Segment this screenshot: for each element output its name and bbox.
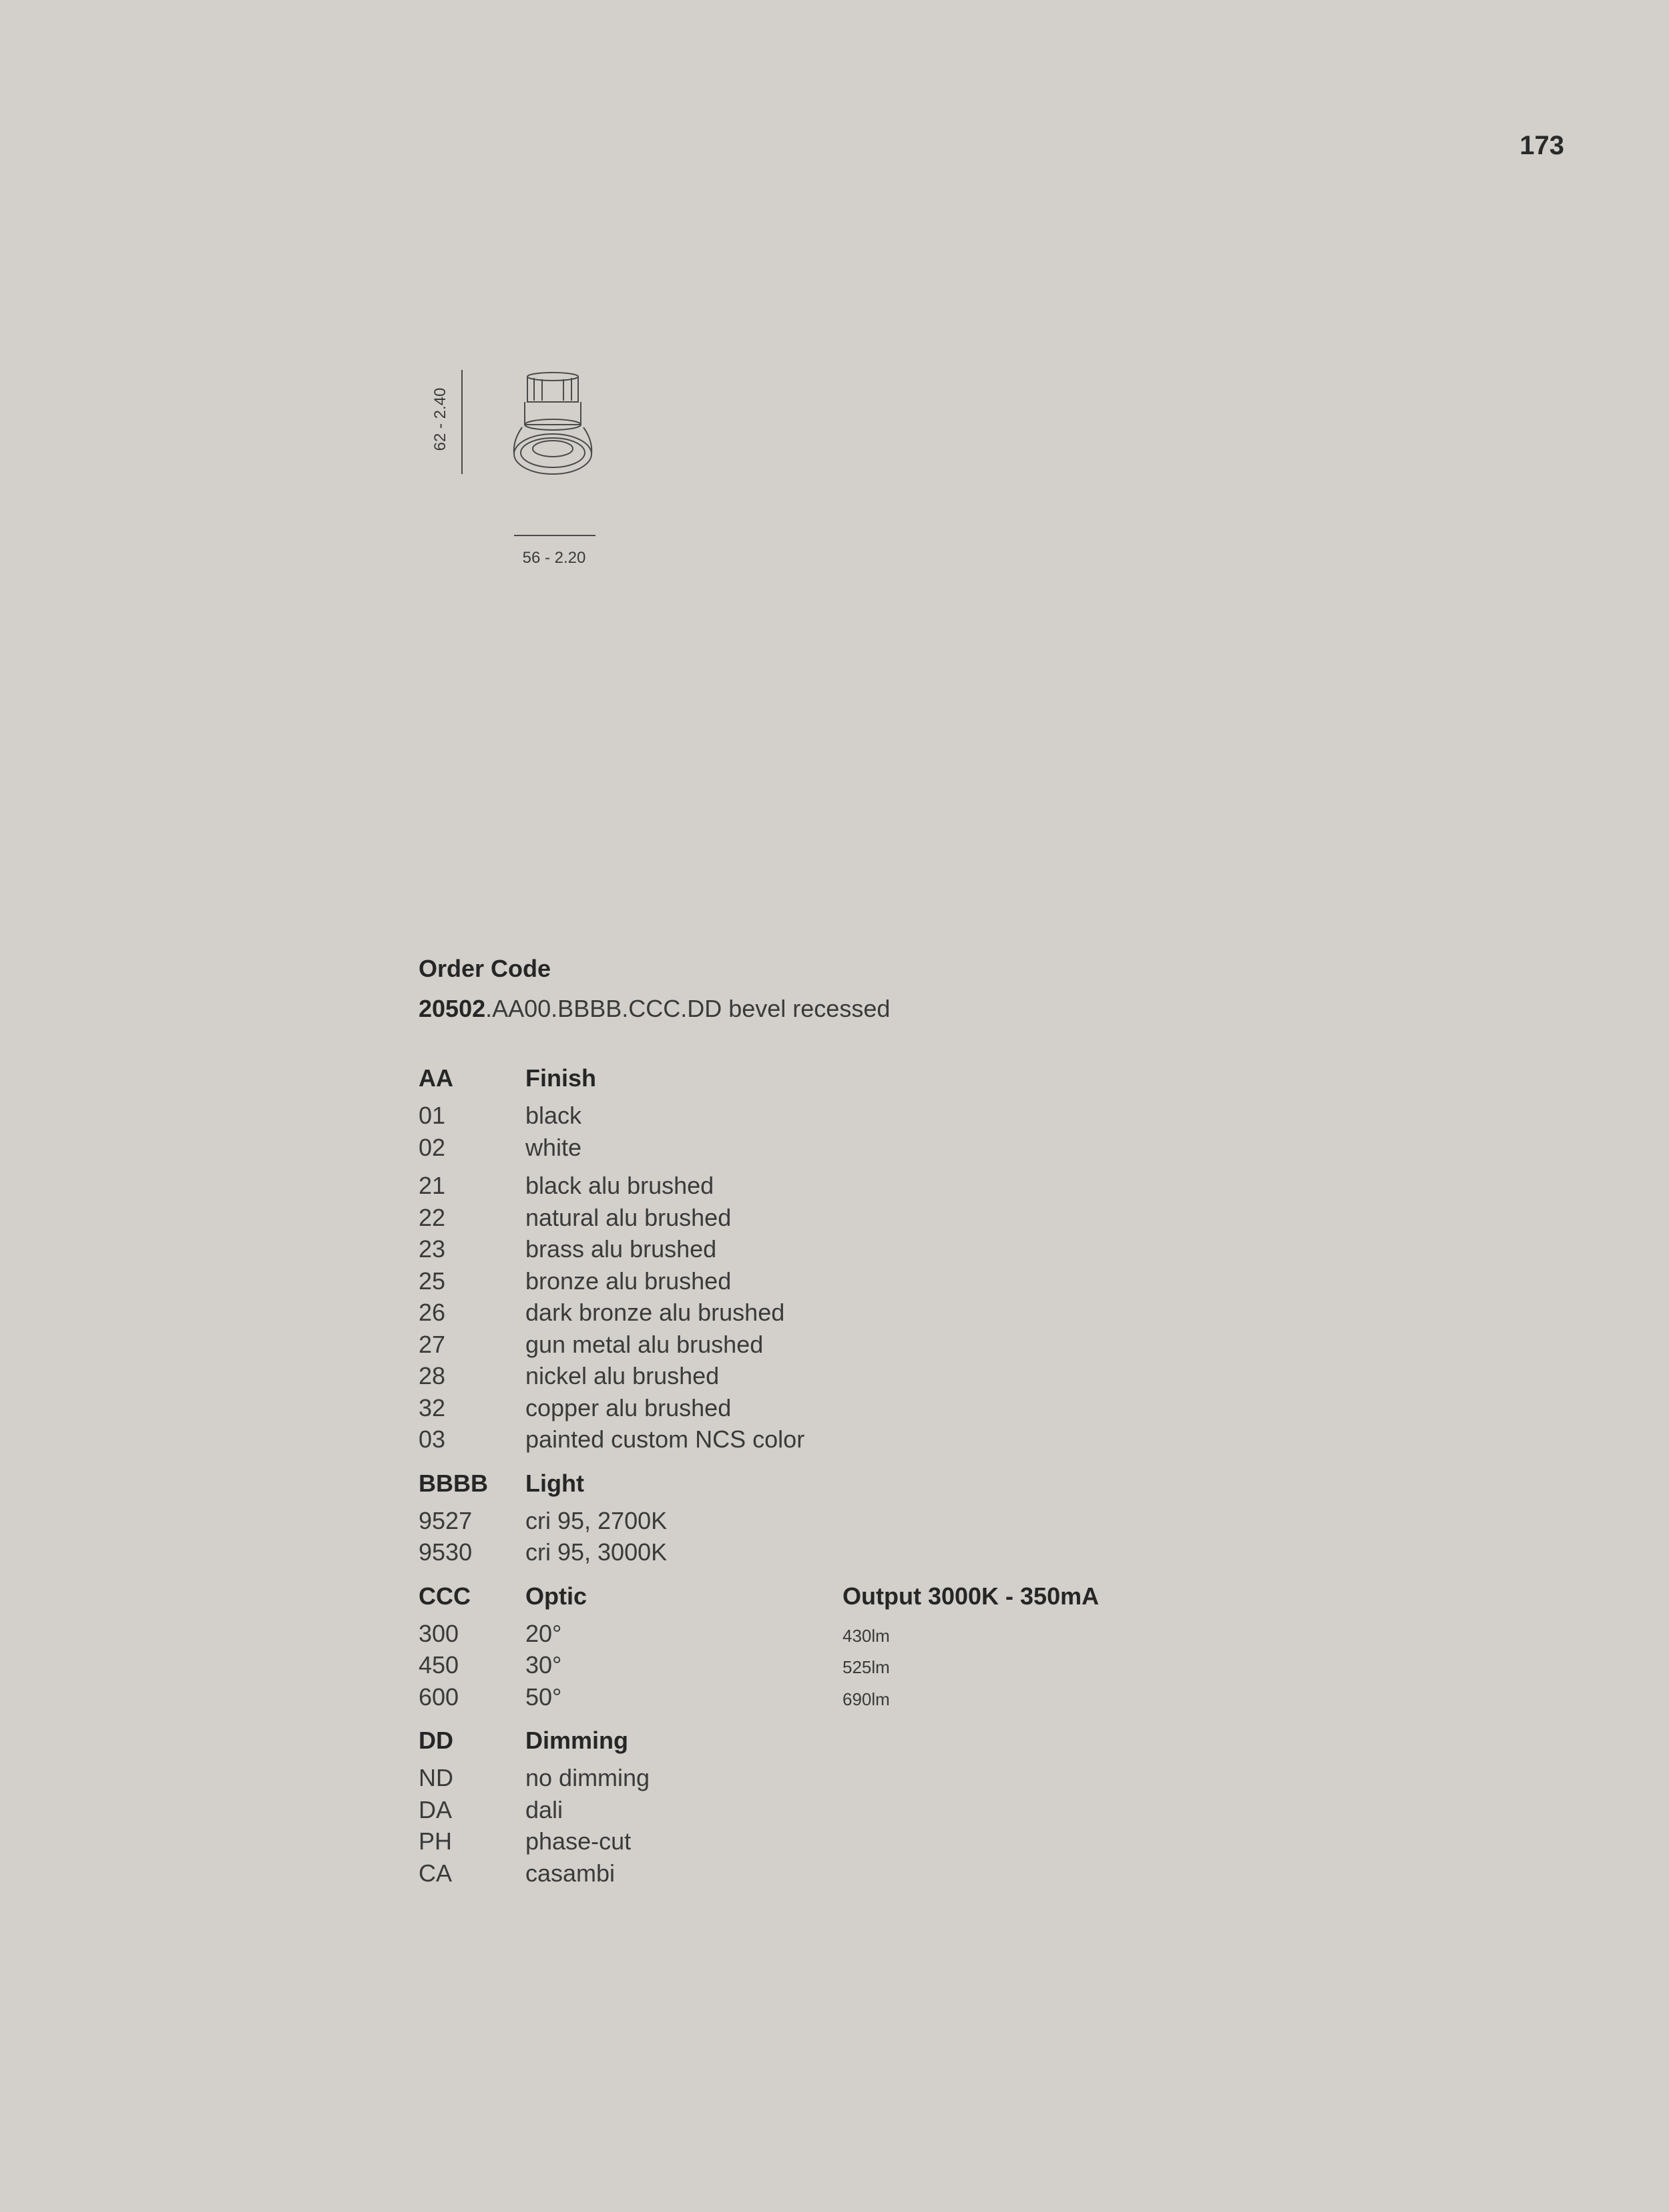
finish-label-header: Finish (525, 1064, 596, 1092)
finish-code: 28 (419, 1362, 446, 1389)
finish-label: copper alu brushed (525, 1393, 732, 1421)
finish-label: painted custom NCS color (525, 1425, 805, 1453)
finish-code: 21 (419, 1172, 446, 1199)
order-code-table (419, 955, 1420, 1903)
finish-code: 27 (419, 1330, 446, 1358)
finish-code: 25 (419, 1267, 446, 1295)
order-code-value (419, 995, 1420, 1023)
finish-label: natural alu brushed (525, 1203, 732, 1231)
list-item (419, 1425, 1420, 1458)
list-item (419, 1683, 1420, 1715)
dimming-code: CA (419, 1859, 453, 1887)
list-item (419, 1299, 1420, 1331)
dimming-header (419, 1727, 1420, 1764)
optic-label: 20° (525, 1619, 562, 1647)
list-item (419, 1204, 1420, 1236)
optic-code: 450 (419, 1651, 459, 1679)
list-item (419, 1394, 1420, 1426)
list-item (419, 1827, 1420, 1859)
dimming-code: DA (419, 1795, 453, 1823)
light-code: 9530 (419, 1538, 473, 1566)
downlight-drawing (427, 361, 641, 581)
optic-label-header: Optic (525, 1582, 587, 1610)
list-item (419, 1172, 1420, 1204)
list-item (419, 1620, 1420, 1652)
finish-label: black alu brushed (525, 1172, 714, 1199)
finish-label: brass alu brushed (525, 1235, 717, 1263)
list-item (419, 1764, 1420, 1796)
optic-label: 50° (525, 1683, 562, 1711)
optic-output: 525lm (843, 1657, 890, 1677)
optic-header (419, 1582, 1420, 1620)
finish-label: bronze alu brushed (525, 1267, 732, 1295)
list-item (419, 1859, 1420, 1892)
dimming-label: phase-cut (525, 1827, 632, 1855)
finish-code: 23 (419, 1235, 446, 1263)
finish-code: 02 (419, 1133, 446, 1161)
optic-code: 300 (419, 1619, 459, 1647)
finish-code-header: AA (419, 1064, 453, 1092)
page-number: 173 (1519, 131, 1564, 160)
dimming-label: dali (525, 1795, 563, 1823)
dimming-code-header: DD (419, 1727, 453, 1754)
optic-code: 600 (419, 1683, 459, 1711)
dimming-label-header: Dimming (525, 1727, 629, 1754)
product-drawing (427, 361, 641, 581)
light-code-header: BBBB (419, 1469, 488, 1497)
light-section (419, 1470, 1420, 1570)
optic-output: 430lm (843, 1625, 890, 1646)
optic-code-header: CCC (419, 1582, 471, 1610)
dimming-code: ND (419, 1764, 453, 1791)
dimming-code: PH (419, 1827, 453, 1855)
finish-code: 26 (419, 1299, 446, 1326)
finish-section (419, 1064, 1420, 1458)
optic-output: 690lm (843, 1689, 890, 1709)
finish-code: 22 (419, 1203, 446, 1231)
light-header (419, 1470, 1420, 1507)
height-dimension-label: 62 - 2.40 (431, 387, 449, 451)
finish-code: 32 (419, 1393, 446, 1421)
list-item (419, 1235, 1420, 1267)
finish-label: white (525, 1133, 582, 1161)
light-label-header: Light (525, 1469, 584, 1497)
width-dimension-label: 56 - 2.20 (522, 549, 586, 567)
finish-label: black (525, 1102, 582, 1129)
dimming-label: no dimming (525, 1764, 650, 1791)
light-label: cri 95, 3000K (525, 1538, 668, 1566)
list-item (419, 1362, 1420, 1394)
finish-code: 03 (419, 1425, 446, 1453)
order-code-base: 20502 (419, 995, 486, 1022)
finish-label: nickel alu brushed (525, 1362, 720, 1389)
list-item (419, 1796, 1420, 1828)
dimming-label: casambi (525, 1859, 616, 1887)
optic-label: 30° (525, 1651, 562, 1679)
dimming-section (419, 1727, 1420, 1891)
finish-header (419, 1064, 1420, 1102)
list-item (419, 1538, 1420, 1570)
list-item (419, 1507, 1420, 1539)
order-code-title: Order Code (419, 955, 551, 982)
light-code: 9527 (419, 1506, 473, 1534)
list-item (419, 1331, 1420, 1363)
list-item (419, 1651, 1420, 1683)
finish-label: dark bronze alu brushed (525, 1299, 785, 1326)
order-code-suffix: .AA00.BBBB.CCC.DD bevel recessed (485, 995, 891, 1022)
finish-label: gun metal alu brushed (525, 1330, 764, 1358)
list-item (419, 1102, 1420, 1134)
list-item (419, 1134, 1420, 1166)
height-dimension (431, 366, 498, 451)
finish-code: 01 (419, 1102, 446, 1129)
optic-section (419, 1582, 1420, 1715)
list-item (419, 1267, 1420, 1299)
output-header: Output 3000K - 350mA (843, 1582, 1100, 1610)
light-label: cri 95, 2700K (525, 1506, 668, 1534)
